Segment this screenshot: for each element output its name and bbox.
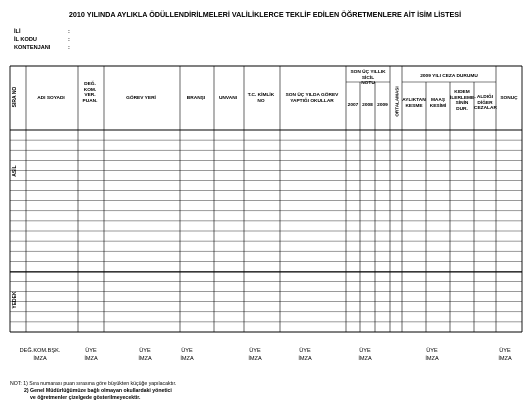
signature-title: ÜYE [249,348,261,354]
signature-title: DEĞ.KOM.BŞK. [19,348,61,354]
note-2-line-2: ve öğretmenler çizelgede gösterilmeyecektir. [30,395,141,402]
info-colon-ili: : [68,29,70,35]
info-label-il-kodu: İL KODU [14,37,37,43]
header-year-2008: 2008 [362,103,373,108]
signature-title: ÜYE [359,348,371,354]
signature-title: ÜYE [426,348,438,354]
signature-imza: İMZA [498,355,512,362]
header-sonuc: SONUÇ [500,96,518,101]
header-gorev-yeri: GÖREV YERİ [126,96,156,101]
header-ceza-durumu-group: 2009 YILI CEZA DURUMU [420,74,478,79]
signature-title: ÜYE [299,348,311,354]
signature-uye-6 [354,348,376,363]
signature-title: ÜYE [139,348,151,354]
signature-uye-4 [244,348,266,363]
header-year-2007: 2007 [347,103,359,108]
label-yedek: YEDEK [12,291,18,309]
signature-uye-8 [494,348,516,363]
header-ortalamasi: ORTALAMASI [394,86,400,117]
signature-imza: İMZA [180,355,194,362]
signature-imza: İMZA [248,355,262,362]
header-sira-no: SIRA NO [12,86,18,108]
note-2-line-1: 2) Genel Müdürlüğümüze bağlı olmayan okullardaki yönetici [24,388,172,395]
signature-imza: İMZA [425,355,439,362]
header-deg-kom-puan: DEĞ. KOM. VER. PUAN. [82,82,98,104]
signature-title: ÜYE [85,348,97,354]
signature-title: ÜYE [499,348,511,354]
signature-uye-7 [421,348,443,363]
header-son-uc-yilda-okullar: SON ÜÇ YILDA GÖREV YAPTIĞI OKULLAR [285,93,339,104]
signature-uye-5 [294,348,316,363]
header-ayliktan-kesme: AYLIKTAN KESME [402,98,426,109]
info-label-ili: İLİ [14,29,21,35]
signature-uye-3 [176,348,198,363]
header-year-2009: 2009 [377,103,388,108]
signature-deg-kom-bsk [18,348,62,363]
footnotes [10,381,176,402]
signature-uye-1 [80,348,102,363]
header-maas-kesimi: MAAŞ KESİMİ [429,98,447,109]
signature-imza: İMZA [84,355,98,362]
header-adi-soyadi: ADI SOYADI [37,96,65,101]
header-bransi: BRANŞI [186,96,206,101]
info-label-kontenjani: KONTENJANI [14,45,51,51]
header-tc-kimlik-no: T.C. KİMLİK NO [247,93,275,104]
signature-imza: İMZA [138,355,152,362]
document-title: 2010 YILINDA AYLIKLA ÖDÜLLENDİRİLMELERİ VALİLİKLERCE TEKLİF EDİLEN ÖĞRETMENLERE AİT İSİM LİSTESİ [68,10,462,19]
header-aldigi-diger-cezalar: ALDIĞI DİĞER CEZALAR [474,95,497,112]
header-sicil-notu-group: SON ÜÇ YILLIK SİCİL NOTU [350,70,386,87]
signature-imza: İMZA [33,355,47,362]
header-kidem-ilerlemesinin-dur: KIDEM İLERLEME- SİNİN DUR. [450,90,476,112]
note-1: NOT: 1) Sıra numarası puan sırasına göre büyükten küçüğe yapılacaktır. [10,381,177,387]
info-colon-il-kodu: : [68,37,70,43]
info-colon-kontenjani: : [68,45,70,51]
signature-title: ÜYE [181,348,193,354]
label-asil: ASİL [12,165,18,177]
header-unvani: UNVANI [218,96,238,101]
signature-uye-2 [134,348,156,363]
signature-imza: İMZA [358,355,372,362]
signature-imza: İMZA [298,355,312,362]
